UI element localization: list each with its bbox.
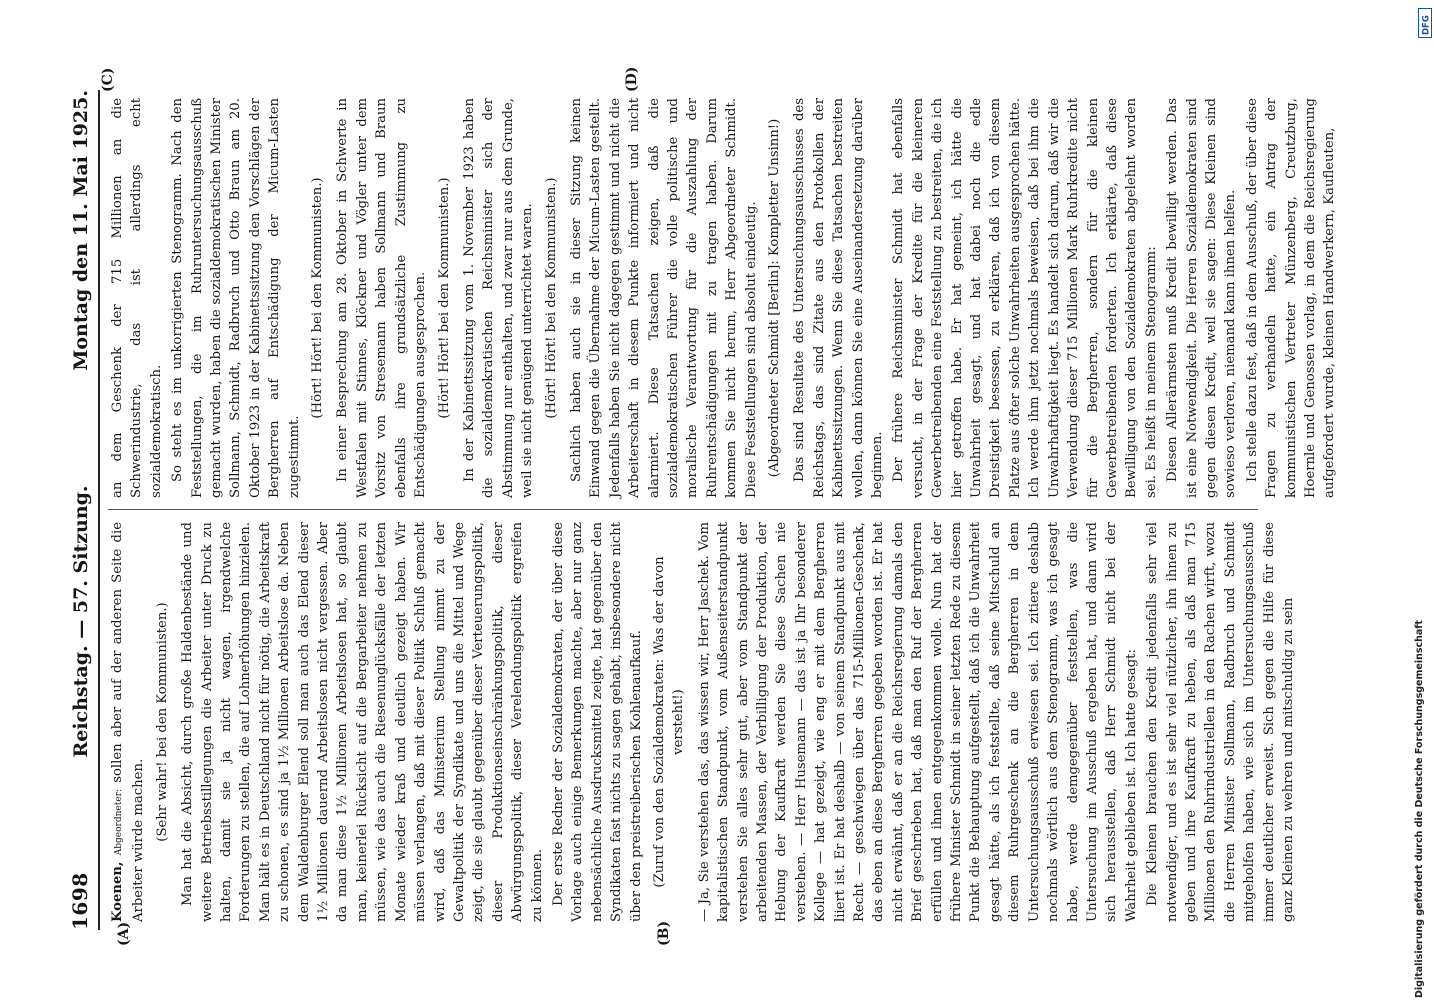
right-column xyxy=(108,98,1342,498)
page-number: 1698 xyxy=(68,872,92,930)
margin-mark-c: (C) xyxy=(100,67,116,92)
paragraph: Der erste Redner der Sozialdemokraten, der über diese Vorlage auch einige Bemerkungen machte, aber nur ganz nebensächliche Ausdrucksmittel zeigte, hat gegenüber den Syndikaten fast nichts zu sagen gehabt, insbesondere nicht über den preistreiberischen Kohlenaufkauf. xyxy=(550,522,644,922)
dfg-logo-icon xyxy=(1418,8,1432,38)
speaker-name: Koenen, xyxy=(110,861,125,922)
speaker-role: Abgeordneter: xyxy=(114,789,124,856)
paragraph: — Ja, Sie verstehen das, das wissen wir, Herr Jaschek. Vom kapitalistischen Standpunkt, vom Außenseiterstandpunkt verstehen Sie alles sehr gut, aber vom Standpunkt der arbeitenden Massen, der Verbilligung der Produktion, der Hebung der Kaufkraft werden Sie diese Sachen nie verstehen. — Herr Husemann — das ist ja Ihr besonderer Kollege — hat gezeigt, wie eng er mit dem Bergherren liiert ist. Er hat deshalb — von seinem Standpunkt aus mit Recht — geschwiegen über das 715-Millionen-Geschenk, das eben an diese Bergherren gegeben worden ist. Er hat nicht erwähnt, daß er an die Reichsregierung damals den Brief geschrieben hat, daß man den Ruf der Bergherren erfüllen und ihnen entgegenkommen wolle. Nun hat der frühere Minister Schmidt in seiner letzten Rede zu diesem Punkt die Behauptung aufgestellt, daß ich die Unwahrheit gesagt hätte, als ich feststellte, daß seine Mitschuld an diesem Ruhrgeschenk an die Bergherren in dem Untersuchungsausschuß erwiesen sei. Ich zitiere deshalb nochmals wörtlich aus dem Stenogramm, was ich gesagt habe, werde demgegenüber feststellen, was die Untersuchung im Ausschuß ergeben hat, und dann wird sich herausstellen, daß Herr Schmidt nicht bei der Wahrheit geblieben ist. Ich hatte gesagt: xyxy=(696,522,1139,922)
dfg-logo-text: DFG xyxy=(1421,15,1432,35)
quoted-paragraph: Die Kleinen brauchen den Kredit jedenfalls sehr viel notwendiger, und es ist sehr viel nützlicher, ihn ihnen zu geben und ihre Kaufkraft zu heben, als daß man 715 Millionen den Ruhrindustriellen in den Rachen wirft, wozu die Herren Minister Sollmann, Radbruch und Schmidt mitgeholfen haben, wie sich im Untersuchungsausschuß immer deutlicher erweist. Sich gegen die Hilfe für diese ganz Kleinen zu wehren und mitschuldig zu sein xyxy=(1145,522,1296,922)
session-date: Montag den 11. Mai 1925. xyxy=(70,90,92,371)
interjection: (Hört! Hört! bei den Kommunisten.) xyxy=(543,177,559,419)
paragraph: Ich stelle dazu fest, daß in dem Ausschuß, der über diese Fragen zu verhandeln hatte, ein Antrag der kommunistischen Vertreter Münzenberg, Creutzburg, Hoernle und Genossen vorlag, in dem die Reichsregierung aufgefordert wurde, kleinen Handwerkern, Kaufleuten, xyxy=(1244,98,1338,498)
paragraph: So steht es im unkorrigierten Stenogramm. Nach den Feststellungen, die im Ruhruntersuchungsausschuß gemacht wurden, haben die sozialdemokratischen Minister Sollmann, Schmidt, Radbruch und Otto Braun am 20. Oktober 1923 in der Kabinettssitzung den Vorschlägen der Bergherren auf Entschädigung der Micum-Lasten zugestimmt. xyxy=(170,98,302,498)
scanned-page xyxy=(60,66,1410,950)
column-divider xyxy=(108,509,1258,510)
header-rule xyxy=(98,90,100,930)
session-title: Reichstag. — 57. Sitzung. xyxy=(70,485,92,758)
paragraph: Der frühere Reichsminister Schmidt hat ebenfalls versucht, in der Frage der Kredite für die kleineren Gewerbetreibenden eine Feststellung zu bestreiten, die ich hier getroffen habe. Er hat gemeint, ich hätte die Unwahrheit gesagt, und hat dabei noch die edle Dreistigkeit besessen, zu erklären, daß ich von diesem Platze aus öfter solche Unwahrheiten ausgesprochen hätte. Ich werde ihm jetzt nochmals beweisen, daß bei ihm die Unwahrhaftigkeit liegt. Es handelt sich darum, daß wir die Verwendung dieser 715 Millionen Mark Ruhrkredite nicht für die Bergherren, sondern für die kleinen Gewerbetreibenden forderten. Ich erklärte, daß diese Bewilligung von den Sozialdemokraten abgelehnt worden sei. Es heißt in meinem Stenogramm: xyxy=(891,98,1159,498)
interjection: (Abgeordneter Schmidt [Berlin]: Kompletter Unsinn!) xyxy=(767,118,782,478)
digitization-watermark: Digitalisierung gefördert durch die Deutsche Forschungsgemeinschaft xyxy=(1414,620,1425,998)
margin-mark-b: (B) xyxy=(656,920,672,946)
paragraph: In einer Besprechung am 28. Oktober in Schwerte in Westfalen mit Stinnes, Klöckner und Vögler unter dem Vorsitz von Stresemann haben Sollmann und Braun ebenfalls ihre grundsätzliche Zustimmung zu Entschädigungen ausgesprochen. xyxy=(335,98,429,498)
margin-mark-d: (D) xyxy=(624,66,640,92)
interjection: (Sehr wahr! bei den Kommunisten.) xyxy=(154,602,170,842)
paragraph: Das sind Resultate des Untersuchungsausschusses des Reichstags, das sind Zitate aus den Protokollen der Kabinettssitzungen. Wenn Sie diese Tatsachen bestreiten wollen, dann können Sie eine Auseinandersetzung darüber beginnen. xyxy=(792,98,886,498)
page-header xyxy=(68,90,94,930)
paragraph: Man hat die Absicht, durch große Haldenbestände und weitere Betriebsstillegungen die Arbeiter unter Druck zu halten, damit sie ja nicht wagen, irgendwelche Forderungen zu stellen, die auf Lohnerhöhungen hinzielen. Man hält es in Deutschland nicht für nötig, die Arbeitskraft zu schonen, es sind ja 1½ Millionen Arbeitslose da. Neben dem Waldenburger Elend soll man auch das Elend dieser 1½ Millionen dauernd Arbeitslosen nicht vergessen. Aber da man diese 1½ Millionen Arbeitslosen hat, so glaubt man, keinerlei Rücksicht auf die Bergarbeiter nehmen zu müssen, wie das auch die Riesenunglücksfälle der letzten Monate wieder kraß und deutlich gezeigt haben. Wir müssen verlangen, daß mit dieser Politik Schluß gemacht wird, daß das Ministerium Stellung nimmt zu der Gewaltpolitik der Syndikate und uns die Mittel und Wege zeigt, die sie glaubt gegenüber dieser Verteuerungspolitik, dieser Produktionseinschränkungspolitik, dieser Abwürgungspolitik, dieser Verelendungspolitik ergreifen zu können. xyxy=(180,522,545,922)
interjection: (Hört! Hört! bei den Kommunisten.) xyxy=(310,177,326,419)
paragraph: In der Kabinettssitzung vom 1. November 1923 haben die sozialdemokratischen Reichsminister sich der Abstimmung nur enthalten, und zwar nur aus dem Grunde, weil sie nicht genügend unterrichtet waren. xyxy=(461,98,536,498)
interjection: (Hört! Hört! bei den Kommunisten.) xyxy=(436,177,452,419)
interjection: (Zuruf von den Sozialdemokraten: Was der davon versteht!) xyxy=(651,556,687,888)
margin-mark-a: (A) xyxy=(116,921,132,946)
paragraph: sollen aber auf der anderen Seite die Arbeiter würde machen. xyxy=(110,521,147,922)
left-column xyxy=(108,522,1300,922)
paragraph: Sachlich haben auch sie in dieser Sitzung keinen Einwand gegen die Übernahme der Micum-Lasten gestellt. Jedenfalls haben Sie nicht dagegen gestimmt und nicht die Arbeiterschaft in diesem Punkte informiert und nicht alarmiert. Diese Tatsachen zeigen, daß die sozialdemokratischen Führer die volle politische und moralische Verantwortung für die Auszahlung der Ruhrentschädigungen mit zu tragen haben. Darum kommen Sie nicht herum, Herr Abgeordneter Schmidt. Diese Feststellungen sind absolut eindeutig. xyxy=(568,98,759,498)
quoted-paragraph: Diesen Allerärmsten muß Kredit bewilligt werden. Das ist eine Notwendigkeit. Die Herren Sozialdemokraten sind gegen diesen Kredit, weil sie sagen: Diese Kleinen sind sowieso verloren, niemand kann ihnen helfen. xyxy=(1165,98,1239,498)
speaker-line xyxy=(108,522,149,922)
quoted-paragraph: an dem Geschenk der 715 Millionen an die Schwerindustrie, das ist allerdings echt sozialdemokratisch. xyxy=(110,98,164,498)
